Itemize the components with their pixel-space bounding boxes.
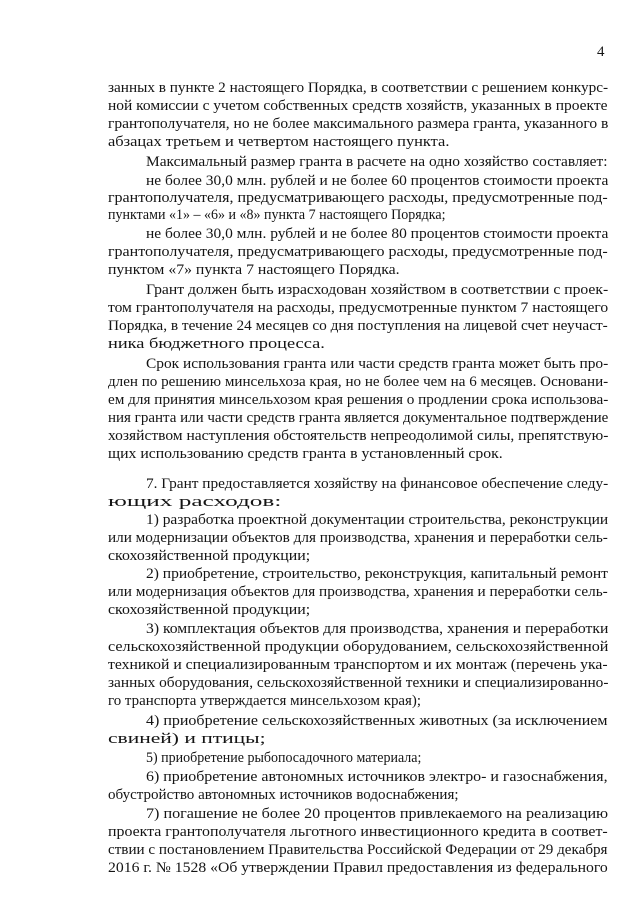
text-line: занных оборудования, сельскохозяйственной техники и специализированно-	[108, 675, 609, 691]
text-line: или модернизации объектов для производства, хранения и переработки сель-	[108, 530, 608, 546]
text-line: ем для принятия минсельхозом края решения о продлении срока использова-	[108, 392, 609, 408]
text-line: го транспорта утверждается минсельхозом края);	[108, 693, 421, 709]
text-line: пунктами «1» – «6» и «8» пункта 7 настоящего Порядка;	[108, 207, 446, 223]
text-line: 6) приобретение автономных источников электро- и газоснабжения,	[146, 769, 608, 785]
text-line: хозяйством наступления обстоятельств непреодолимой силы, препятствую-	[108, 428, 609, 444]
text-line: или модернизация объектов для производства, хранения и переработки сель-	[108, 584, 608, 600]
text-line: Порядка, в течение 24 месяцев со дня поступления на лицевой счет неучаст-	[108, 318, 608, 334]
text-line: 4) приобретение сельскохозяйственных животных (за исключением	[146, 713, 608, 729]
text-line: техникой и специализированным транспортом и их монтаж (перечень ука-	[108, 657, 608, 673]
text-line: сельскохозяйственной продукции оборудованием, сельскохозяйственной	[108, 639, 609, 655]
text-line: пунктом «7» пункта 7 настоящего Порядка.	[108, 262, 400, 278]
text-line: скохозяйственной продукции;	[108, 602, 311, 618]
text-line: Максимальный размер гранта в расчете на одно хозяйство составляет:	[146, 154, 608, 170]
text-line: длен по решению минсельхоза края, но не более чем на 6 месяцев. Основани-	[108, 374, 609, 390]
text-line: ной комиссии с учетом собственных средств хозяйств, указанных в проекте	[108, 98, 608, 114]
text-line: грантополучателя, предусматривающего расходы, предусмотренные под-	[108, 190, 608, 206]
text-line: щих использованию средств гранта в установленный срок.	[108, 446, 503, 462]
text-line: занных в пункте 2 настоящего Порядка, в соответствии с решением конкурс-	[108, 80, 609, 96]
text-line: ствии с постановлением Правительства Российской Федерации от 29 декабря	[108, 842, 608, 858]
text-line: не более 30,0 млн. рублей и не более 60 процентов стоимости проекта	[146, 173, 609, 189]
text-line: скохозяйственной продукции;	[108, 548, 311, 564]
text-line: грантополучателя, предусматривающего расходы, предусмотренные под-	[108, 244, 608, 260]
text-line: не более 30,0 млн. рублей и не более 80 процентов стоимости проекта	[146, 226, 609, 242]
text-line: 7. Грант предоставляется хозяйству на финансовое обеспечение следу-	[146, 476, 609, 492]
text-line: обустройство автономных источников водоснабжения;	[108, 787, 459, 803]
text-line: том грантополучателя на расходы, предусмотренные пунктом 7 настоящего	[108, 300, 609, 316]
text-line: ника бюджетного процесса.	[108, 336, 325, 352]
text-line: грантополучателя, но не более максимального размера гранта, указанного в	[108, 116, 609, 132]
text-line: Срок использования гранта или части средств гранта может быть про-	[146, 356, 609, 372]
text-line: 2016 г. № 1528 «Об утверждении Правил предоставления из федерального	[108, 860, 608, 876]
text-line: 3) комплектация объектов для производства, хранения и переработки	[146, 621, 609, 637]
text-line: ющих расходов:	[108, 494, 282, 510]
text-line: проекта грантополучателя льготного инвестиционного кредита в соответ-	[108, 824, 608, 840]
text-line: абзацах третьем и четвертом настоящего пункта.	[108, 134, 450, 150]
text-line: 1) разработка проектной документации строительства, реконструкции	[146, 512, 609, 528]
text-line: 2) приобретение, строительство, реконструкция, капитальный ремонт	[146, 566, 608, 582]
text-line: свиней) и птицы;	[108, 731, 266, 747]
page-number: 4	[597, 44, 605, 60]
text-line: Грант должен быть израсходован хозяйством в соответствии с проек-	[146, 282, 609, 298]
text-line: ния гранта или части средств гранта является документальное подтверждение	[108, 410, 609, 426]
text-line: 7) погашение не более 20 процентов привлекаемого на реализацию	[146, 806, 609, 822]
text-line: 5) приобретение рыбопосадочного материала;	[146, 750, 422, 766]
